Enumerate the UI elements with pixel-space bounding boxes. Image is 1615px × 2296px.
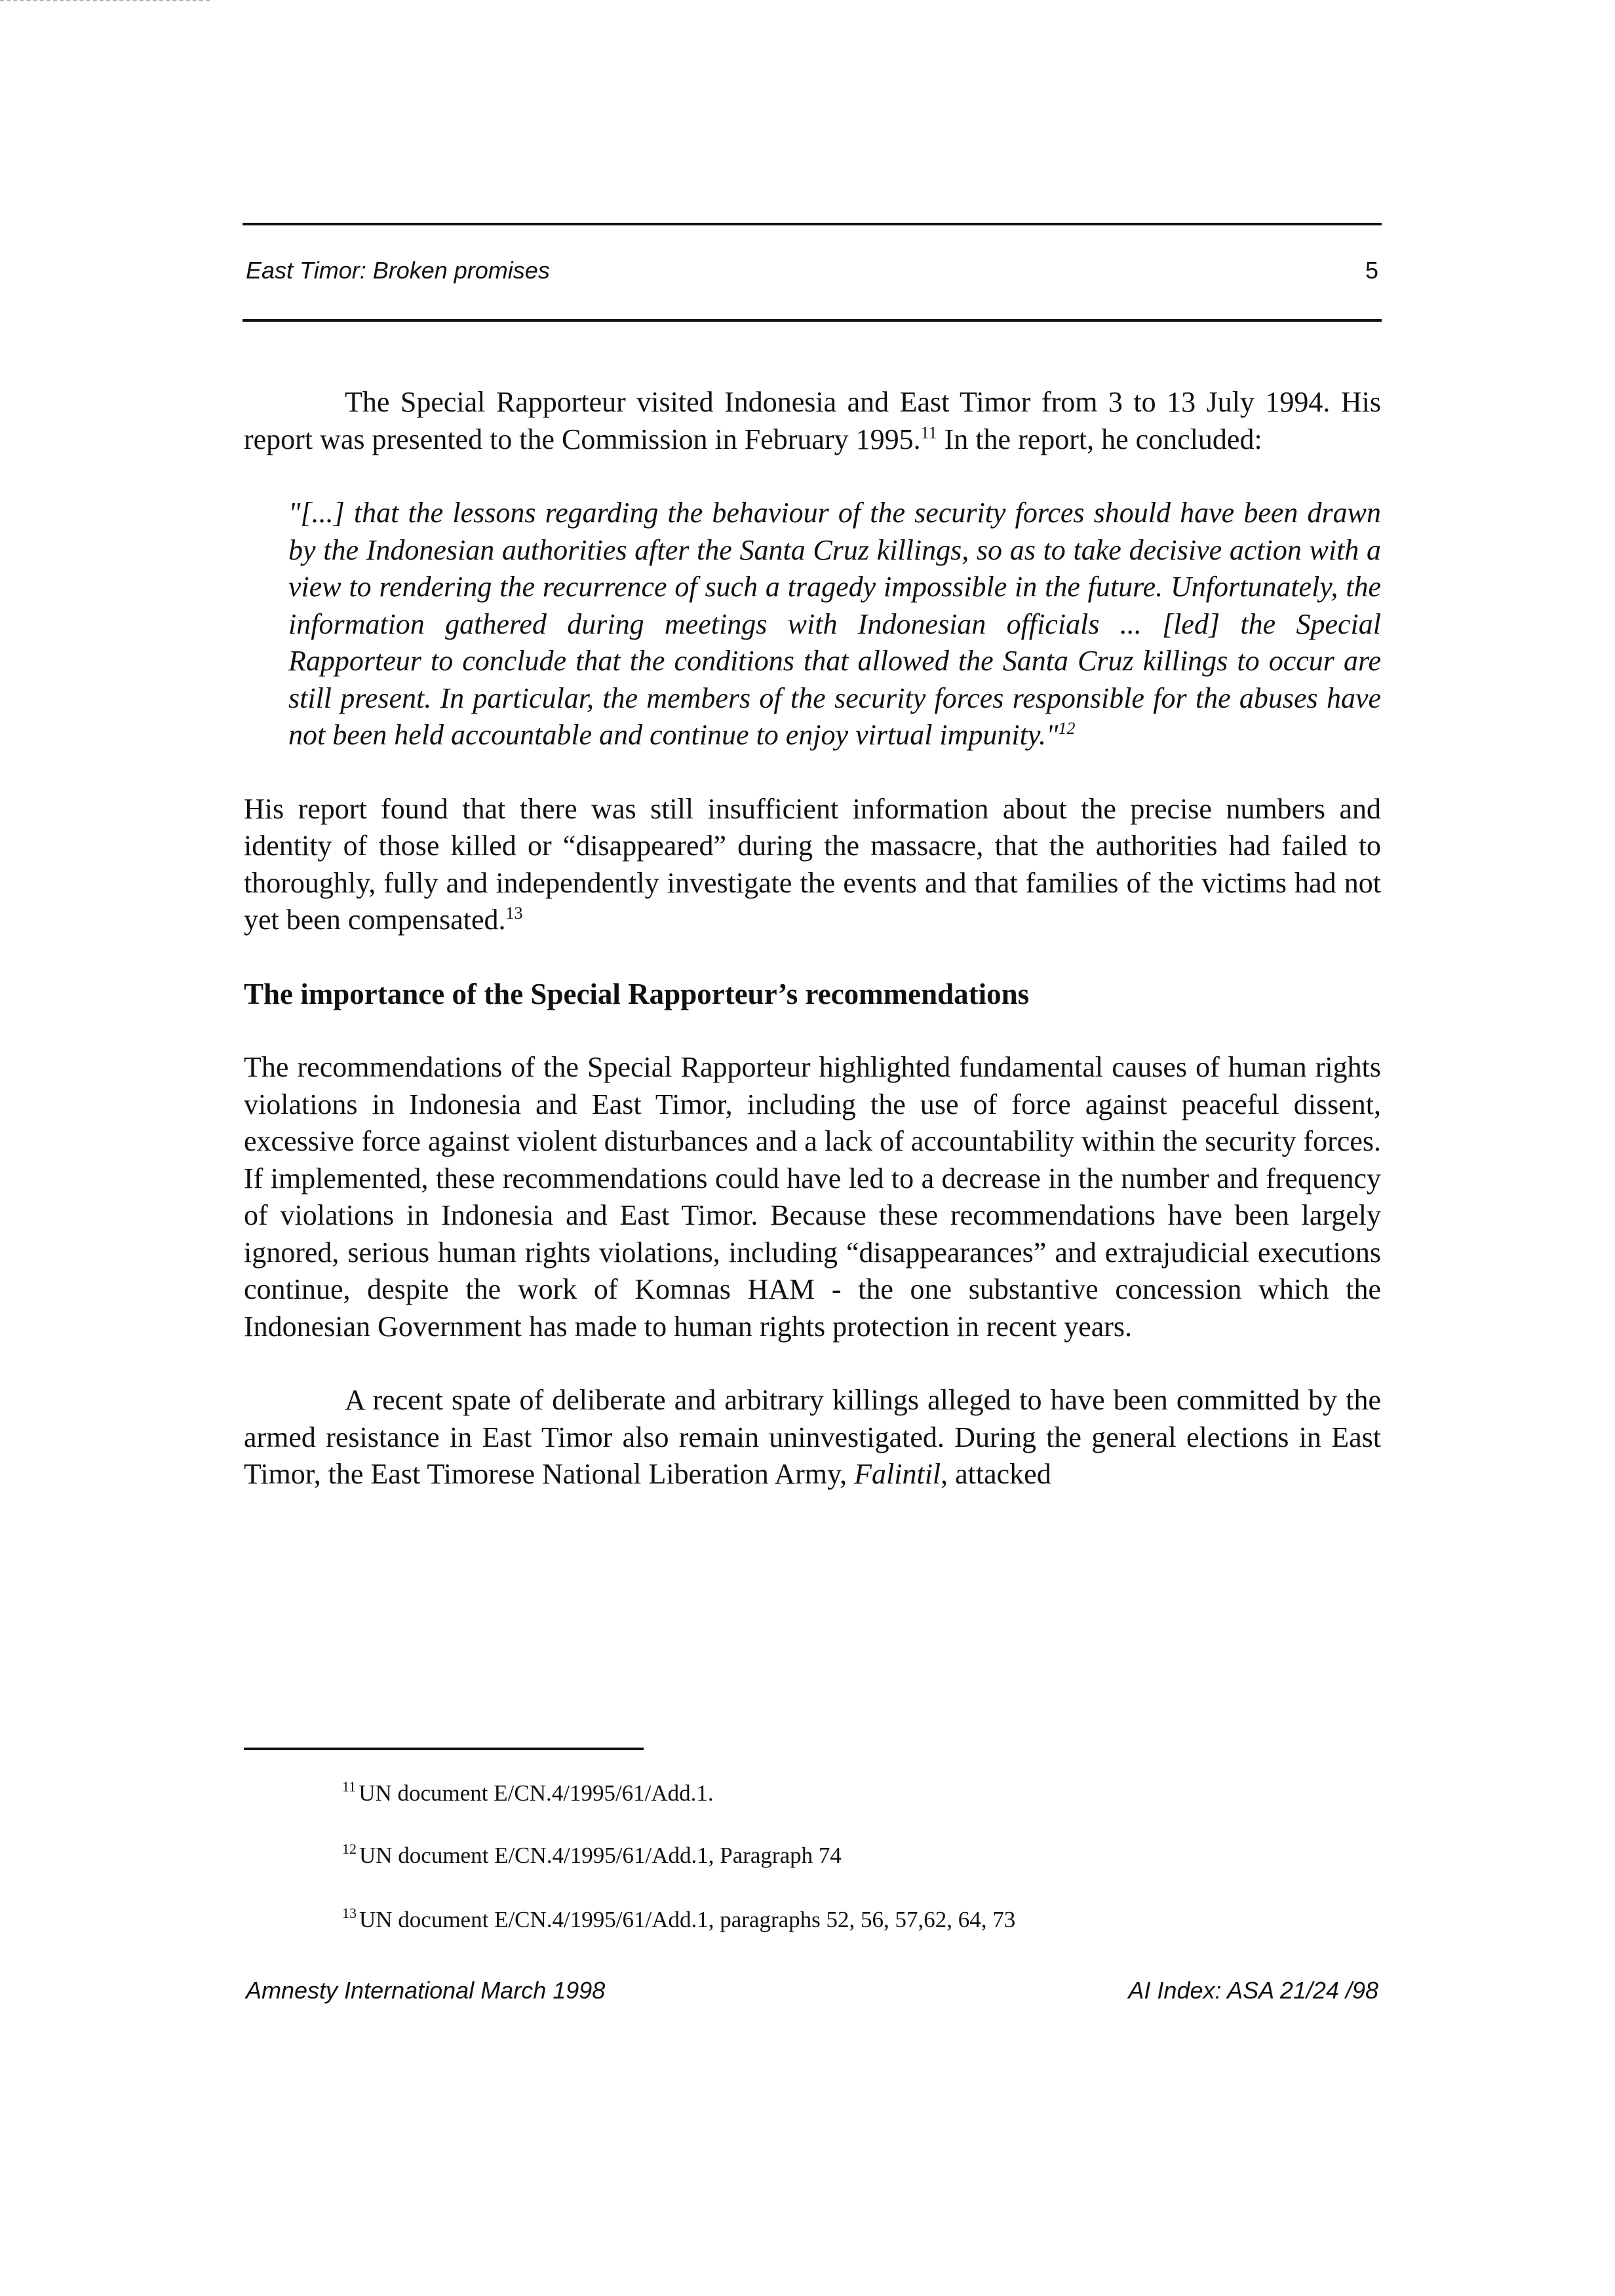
- header-title: East Timor: Broken promises: [246, 257, 550, 284]
- header-rule-bottom: [243, 319, 1382, 322]
- paragraph-recommendations: The recommendations of the Special Rapporteur highlighted fundamental causes of human rights violations in Indonesia and East Timor, including the use of force against peaceful dissent, excessive force against violent disturbances and a lack of accountability within the security forces. If implemented, these recommendations could have led to a decrease in the number and frequency of violations in Indonesia and East Timor. Because these recommendations have been largely ignored, serious human rights violations, including “disappearances” and extrajudicial executions continue, despite the work of Komnas HAM - the one substantive concession which the Indonesian Government has made to human rights protection in recent years.: [244, 1051, 1381, 1343]
- footer-index: AI Index: ASA 21/24 /98: [1128, 1977, 1378, 2004]
- page-body: [244, 384, 1381, 1493]
- footnote-13: $^{13}$ UN document E/CN.4/1995/61/Add.1, paragraphs 52, 56, 57,62, 64, 73: [342, 1905, 1016, 1932]
- scan-edge-mark: [0, 0, 210, 4]
- footer-publisher: Amnesty International March 1998: [246, 1977, 606, 2004]
- running-header: [246, 257, 1378, 284]
- page-number: 5: [1365, 257, 1378, 284]
- falintil-term: Falintil: [854, 1458, 941, 1490]
- paragraph-killings: A recent spate of deliberate and arbitrary killings alleged to have been committed by the armed resistance in East Timor also remain uninvestigated. During the general elections in East Timor, the East Timorese National Liberation Army, Falintil, attacked: [244, 1384, 1381, 1490]
- section-heading: The importance of the Special Rapporteur’s recommendations: [244, 977, 1030, 1010]
- paragraph-visit: The Special Rapporteur visited Indonesia and East Timor from 3 to 13 July 1994. His report was presented to the Commission in February 1995.11 In the report, he concluded:: [244, 386, 1381, 455]
- footnote-ref-13: 13: [505, 904, 523, 923]
- header-rule-top: [243, 223, 1382, 225]
- footnote-11: $^{11}$ UN document E/CN.4/1995/61/Add.1.: [342, 1778, 714, 1806]
- paragraph-findings: His report found that there was still insufficient information about the precise numbers and identity of those killed or “disappeared” during the massacre, that the authorities had failed to thoroughly, fully and independently investigate the events and that families of the victims had not yet been compensated.$^{13}$: [244, 792, 1381, 936]
- footnote-separator: [244, 1748, 644, 1750]
- running-footer: [246, 1977, 1378, 2004]
- footnote-ref-12: 12: [1058, 719, 1076, 738]
- block-quote: "[...] that the lessons regarding the behaviour of the security forces should have been drawn by the Indonesian authorities after the Santa Cruz killings, so as to take decisive action with a view to rendering the recurrence of such a tragedy impossible in the future. Unfortunately, the information gathered during meetings with Indonesian officials ... [led] the Special Rapporteur to conclude that the conditions that allowed the Santa Cruz killings to occur are still present. In particular, the members of the security forces responsible for the abuses have not been held accountable and continue to enjoy virtual impunity."$^{12}$: [288, 497, 1381, 751]
- footnote-12: $^{12}$ UN document E/CN.4/1995/61/Add.1, Paragraph 74: [342, 1841, 842, 1868]
- footnote-ref-11: 11: [920, 423, 937, 442]
